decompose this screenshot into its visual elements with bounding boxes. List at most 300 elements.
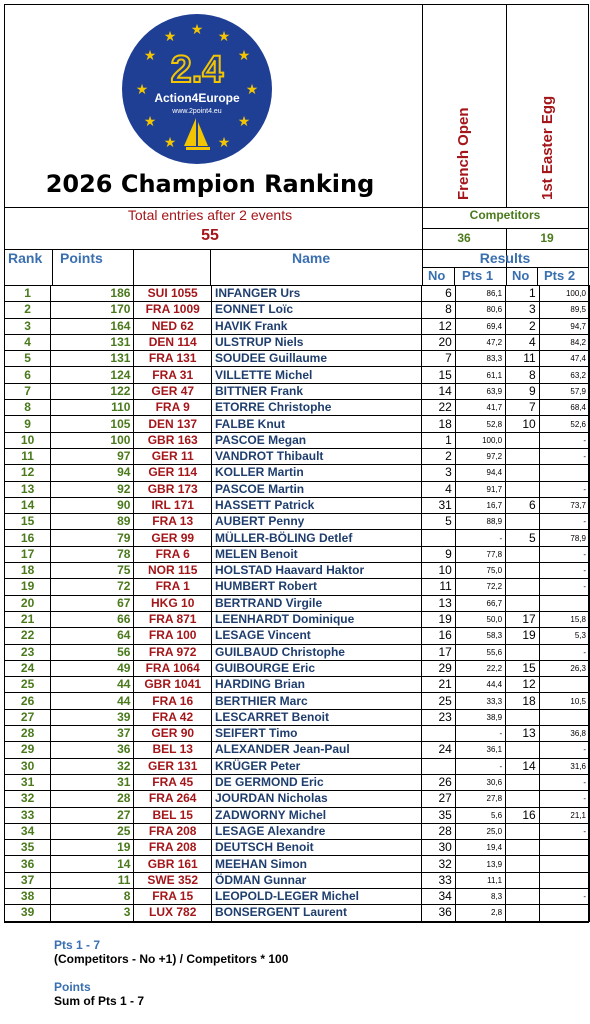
cell-no1: 28 bbox=[422, 823, 456, 839]
cell-sail: HKG 10 bbox=[134, 595, 212, 611]
cell-points: 11 bbox=[51, 872, 134, 888]
cell-rank: 16 bbox=[5, 530, 51, 546]
cell-name: AUBERT Penny bbox=[211, 514, 421, 530]
table-row bbox=[5, 856, 590, 872]
cell-no2: 5 bbox=[506, 530, 540, 546]
cell-name: VANDROT Thibault bbox=[211, 448, 421, 464]
header-results: Results bbox=[479, 250, 531, 266]
cell-no1: 15 bbox=[422, 367, 456, 383]
cell-no1: 34 bbox=[422, 888, 456, 904]
cell-rank: 13 bbox=[5, 481, 51, 497]
cell-pts1: - bbox=[455, 726, 505, 742]
cell-pts2: 5,3 bbox=[539, 628, 589, 644]
cell-name: MELEN Benoit bbox=[211, 546, 421, 562]
header-no-1: No bbox=[428, 268, 446, 283]
cell-no2 bbox=[506, 465, 540, 481]
cell-no2 bbox=[506, 481, 540, 497]
table-row bbox=[5, 448, 590, 464]
cell-rank: 30 bbox=[5, 758, 51, 774]
cell-sail: FRA 131 bbox=[134, 351, 212, 367]
cell-pts2: 68,4 bbox=[539, 400, 589, 416]
cell-points: 44 bbox=[51, 693, 134, 709]
cell-pts1: 52,8 bbox=[455, 416, 505, 432]
cell-pts2: - bbox=[539, 774, 589, 790]
cell-no1: 16 bbox=[422, 628, 456, 644]
cell-sail: FRA 42 bbox=[134, 709, 212, 725]
cell-sail: FRA 1 bbox=[134, 579, 212, 595]
cell-points: 36 bbox=[51, 742, 134, 758]
svg-text:★: ★ bbox=[135, 82, 149, 98]
cell-sail: IRL 171 bbox=[134, 497, 212, 513]
cell-pts2: 15,8 bbox=[539, 611, 589, 627]
table-row bbox=[5, 302, 590, 318]
table-row bbox=[5, 742, 590, 758]
cell-pts2: - bbox=[539, 448, 589, 464]
cell-pts1: 30,6 bbox=[455, 774, 505, 790]
header-name: Name bbox=[292, 250, 331, 266]
cell-no1 bbox=[422, 726, 456, 742]
table-row bbox=[5, 726, 590, 742]
cell-name: BERTHIER Marc bbox=[211, 693, 421, 709]
cell-pts1: 13,9 bbox=[455, 856, 505, 872]
cell-sail: GER 47 bbox=[134, 383, 212, 399]
cell-name: MÜLLER-BÖLING Detlef bbox=[211, 530, 421, 546]
cell-points: 170 bbox=[51, 302, 134, 318]
cell-rank: 3 bbox=[5, 318, 51, 334]
cell-rank: 38 bbox=[5, 888, 51, 904]
cell-points: 28 bbox=[51, 791, 134, 807]
cell-points: 56 bbox=[51, 644, 134, 660]
table-row bbox=[5, 628, 590, 644]
cell-no1: 22 bbox=[422, 400, 456, 416]
cell-pts2: - bbox=[539, 579, 589, 595]
cell-name: ZADWORNY Michel bbox=[211, 807, 421, 823]
cell-pts1: 2,8 bbox=[455, 905, 505, 921]
table-row bbox=[5, 286, 590, 302]
cell-pts1: 86,1 bbox=[455, 286, 505, 302]
cell-no1: 11 bbox=[422, 579, 456, 595]
cell-no2: 3 bbox=[506, 302, 540, 318]
cell-pts1: 38,9 bbox=[455, 709, 505, 725]
cell-pts2: 94,7 bbox=[539, 318, 589, 334]
cell-name: DEUTSCH Benoit bbox=[211, 840, 421, 856]
svg-text:★: ★ bbox=[245, 82, 259, 98]
cell-name: PASCOE Martin bbox=[211, 481, 421, 497]
cell-name: SEIFERT Timo bbox=[211, 726, 421, 742]
cell-no2: 2 bbox=[506, 318, 540, 334]
note-heading-points: Points bbox=[54, 980, 91, 994]
cell-pts2 bbox=[539, 856, 589, 872]
cell-no2 bbox=[506, 856, 540, 872]
header-pts-2: Pts 2 bbox=[544, 268, 576, 283]
cell-no2 bbox=[506, 546, 540, 562]
svg-text:★: ★ bbox=[217, 29, 231, 45]
cell-pts2: - bbox=[539, 888, 589, 904]
cell-name: JOURDAN Nicholas bbox=[211, 791, 421, 807]
cell-sail: FRA 31 bbox=[134, 367, 212, 383]
cell-no2 bbox=[506, 644, 540, 660]
cell-no1: 12 bbox=[422, 318, 456, 334]
cell-rank: 10 bbox=[5, 432, 51, 448]
cell-points: 110 bbox=[51, 400, 134, 416]
cell-no1: 36 bbox=[422, 905, 456, 921]
cell-name: LEOPOLD-LEGER Michel bbox=[211, 888, 421, 904]
cell-sail: SWE 352 bbox=[134, 872, 212, 888]
cell-points: 67 bbox=[51, 595, 134, 611]
cell-pts2: 31,6 bbox=[539, 758, 589, 774]
svg-text:★: ★ bbox=[237, 48, 251, 64]
cell-points: 19 bbox=[51, 840, 134, 856]
cell-points: 8 bbox=[51, 888, 134, 904]
cell-pts2: - bbox=[539, 823, 589, 839]
cell-pts1: 88,9 bbox=[455, 514, 505, 530]
table-row bbox=[5, 905, 590, 921]
action4europe-logo bbox=[122, 14, 272, 164]
cell-sail: FRA 16 bbox=[134, 693, 212, 709]
cell-no1 bbox=[422, 530, 456, 546]
table-row bbox=[5, 432, 590, 448]
cell-pts1: 5,6 bbox=[455, 807, 505, 823]
cell-pts1: 77,8 bbox=[455, 546, 505, 562]
cell-pts2: 78,9 bbox=[539, 530, 589, 546]
cell-pts1: 61,1 bbox=[455, 367, 505, 383]
table-row bbox=[5, 660, 590, 676]
cell-points: 49 bbox=[51, 660, 134, 676]
cell-rank: 8 bbox=[5, 400, 51, 416]
cell-points: 3 bbox=[51, 905, 134, 921]
cell-rank: 9 bbox=[5, 416, 51, 432]
cell-points: 64 bbox=[51, 628, 134, 644]
table-row bbox=[5, 481, 590, 497]
cell-pts2: 84,2 bbox=[539, 334, 589, 350]
cell-name: HOLSTAD Haavard Haktor bbox=[211, 563, 421, 579]
cell-no1 bbox=[422, 758, 456, 774]
cell-rank: 29 bbox=[5, 742, 51, 758]
cell-no2 bbox=[506, 840, 540, 856]
table-row bbox=[5, 840, 590, 856]
cell-rank: 28 bbox=[5, 726, 51, 742]
table-row bbox=[5, 367, 590, 383]
competitor-count-1: 36 bbox=[457, 231, 471, 245]
cell-no2 bbox=[506, 579, 540, 595]
cell-name: ALEXANDER Jean-Paul bbox=[211, 742, 421, 758]
cell-pts1: 80,6 bbox=[455, 302, 505, 318]
cell-pts1: 72,2 bbox=[455, 579, 505, 595]
cell-no1: 26 bbox=[422, 774, 456, 790]
cell-pts1: 27,8 bbox=[455, 791, 505, 807]
table-row bbox=[5, 465, 590, 481]
cell-points: 25 bbox=[51, 823, 134, 839]
entries-subtitle: Total entries after 2 events bbox=[127, 207, 293, 223]
cell-no1: 13 bbox=[422, 595, 456, 611]
cell-name: GUIBOURGE Eric bbox=[211, 660, 421, 676]
cell-pts2 bbox=[539, 872, 589, 888]
cell-pts2: 10,5 bbox=[539, 693, 589, 709]
ranking-table bbox=[4, 285, 590, 922]
cell-name: HARDING Brian bbox=[211, 677, 421, 693]
cell-sail: FRA 13 bbox=[134, 514, 212, 530]
cell-no2: 6 bbox=[506, 497, 540, 513]
cell-points: 94 bbox=[51, 465, 134, 481]
table-row bbox=[5, 677, 590, 693]
cell-pts2 bbox=[539, 595, 589, 611]
cell-no2: 16 bbox=[506, 807, 540, 823]
cell-rank: 17 bbox=[5, 546, 51, 562]
cell-no2 bbox=[506, 823, 540, 839]
table-row bbox=[5, 758, 590, 774]
table-row bbox=[5, 351, 590, 367]
cell-pts1: 11,1 bbox=[455, 872, 505, 888]
table-row bbox=[5, 334, 590, 350]
cell-name: BONSERGENT Laurent bbox=[211, 905, 421, 921]
cell-sail: FRA 15 bbox=[134, 888, 212, 904]
cell-no1: 21 bbox=[422, 677, 456, 693]
cell-sail: GBR 173 bbox=[134, 481, 212, 497]
cell-pts1: 75,0 bbox=[455, 563, 505, 579]
table-row bbox=[5, 318, 590, 334]
cell-points: 164 bbox=[51, 318, 134, 334]
cell-pts1: 19,4 bbox=[455, 840, 505, 856]
cell-no2: 9 bbox=[506, 383, 540, 399]
cell-pts1: 22,2 bbox=[455, 660, 505, 676]
cell-pts2 bbox=[539, 465, 589, 481]
cell-sail: GER 131 bbox=[134, 758, 212, 774]
cell-pts2: - bbox=[539, 546, 589, 562]
cell-no2: 14 bbox=[506, 758, 540, 774]
cell-sail: GBR 161 bbox=[134, 856, 212, 872]
header-no-2: No bbox=[512, 268, 530, 283]
svg-text:★: ★ bbox=[163, 135, 177, 151]
cell-sail: FRA 208 bbox=[134, 840, 212, 856]
cell-no2 bbox=[506, 905, 540, 921]
cell-points: 92 bbox=[51, 481, 134, 497]
svg-text:★: ★ bbox=[237, 114, 251, 130]
cell-rank: 27 bbox=[5, 709, 51, 725]
header-points: Points bbox=[60, 250, 103, 266]
cell-rank: 20 bbox=[5, 595, 51, 611]
cell-no2: 19 bbox=[506, 628, 540, 644]
cell-no2: 11 bbox=[506, 351, 540, 367]
cell-no2: 17 bbox=[506, 611, 540, 627]
cell-pts1: 83,3 bbox=[455, 351, 505, 367]
cell-points: 37 bbox=[51, 726, 134, 742]
cell-sail: FRA 6 bbox=[134, 546, 212, 562]
cell-pts2: - bbox=[539, 432, 589, 448]
cell-no1: 20 bbox=[422, 334, 456, 350]
cell-pts1: 33,3 bbox=[455, 693, 505, 709]
cell-name: ÖDMAN Gunnar bbox=[211, 872, 421, 888]
cell-sail: FRA 208 bbox=[134, 823, 212, 839]
table-row bbox=[5, 497, 590, 513]
cell-pts2: - bbox=[539, 481, 589, 497]
cell-no1: 35 bbox=[422, 807, 456, 823]
table-row bbox=[5, 416, 590, 432]
cell-name: MEEHAN Simon bbox=[211, 856, 421, 872]
svg-text:★: ★ bbox=[163, 29, 177, 45]
cell-rank: 19 bbox=[5, 579, 51, 595]
cell-rank: 1 bbox=[5, 286, 51, 302]
cell-no2: 15 bbox=[506, 660, 540, 676]
cell-sail: FRA 871 bbox=[134, 611, 212, 627]
cell-pts2: - bbox=[539, 563, 589, 579]
competitors-label: Competitors bbox=[469, 208, 541, 222]
table-row bbox=[5, 530, 590, 546]
cell-name: LESAGE Alexandre bbox=[211, 823, 421, 839]
cell-name: FALBE Knut bbox=[211, 416, 421, 432]
cell-name: LESCARRET Benoit bbox=[211, 709, 421, 725]
cell-pts2 bbox=[539, 905, 589, 921]
cell-rank: 35 bbox=[5, 840, 51, 856]
cell-sail: NED 62 bbox=[134, 318, 212, 334]
cell-pts1: 100,0 bbox=[455, 432, 505, 448]
cell-no1: 1 bbox=[422, 432, 456, 448]
cell-points: 44 bbox=[51, 677, 134, 693]
cell-no2 bbox=[506, 514, 540, 530]
cell-no1: 7 bbox=[422, 351, 456, 367]
cell-rank: 26 bbox=[5, 693, 51, 709]
cell-sail: BEL 15 bbox=[134, 807, 212, 823]
cell-pts1: 91,7 bbox=[455, 481, 505, 497]
cell-sail: FRA 45 bbox=[134, 774, 212, 790]
cell-name: LESAGE Vincent bbox=[211, 628, 421, 644]
cell-pts1: 47,2 bbox=[455, 334, 505, 350]
cell-name: HAVIK Frank bbox=[211, 318, 421, 334]
cell-no2 bbox=[506, 563, 540, 579]
cell-pts1: 25,0 bbox=[455, 823, 505, 839]
cell-points: 105 bbox=[51, 416, 134, 432]
cell-no1: 10 bbox=[422, 563, 456, 579]
table-row bbox=[5, 514, 590, 530]
cell-pts1: 66,7 bbox=[455, 595, 505, 611]
cell-no2 bbox=[506, 872, 540, 888]
cell-no1: 29 bbox=[422, 660, 456, 676]
cell-name: VILLETTE Michel bbox=[211, 367, 421, 383]
cell-rank: 14 bbox=[5, 497, 51, 513]
cell-name: INFANGER Urs bbox=[211, 286, 421, 302]
cell-sail: FRA 1009 bbox=[134, 302, 212, 318]
cell-no1: 33 bbox=[422, 872, 456, 888]
cell-pts1: 8,3 bbox=[455, 888, 505, 904]
table-row bbox=[5, 888, 590, 904]
table-row bbox=[5, 872, 590, 888]
cell-no2 bbox=[506, 448, 540, 464]
cell-name: HASSETT Patrick bbox=[211, 497, 421, 513]
cell-points: 90 bbox=[51, 497, 134, 513]
table-row bbox=[5, 693, 590, 709]
cell-name: ULSTRUP Niels bbox=[211, 334, 421, 350]
cell-points: 66 bbox=[51, 611, 134, 627]
table-row bbox=[5, 611, 590, 627]
header-rank: Rank bbox=[8, 250, 43, 266]
cell-no1: 2 bbox=[422, 448, 456, 464]
cell-name: LEENHARDT Dominique bbox=[211, 611, 421, 627]
cell-pts2: - bbox=[539, 791, 589, 807]
cell-pts1: 55,6 bbox=[455, 644, 505, 660]
cell-pts2: - bbox=[539, 644, 589, 660]
cell-no1: 25 bbox=[422, 693, 456, 709]
svg-text:www.2point4.eu: www.2point4.eu bbox=[172, 108, 222, 115]
cell-no2: 13 bbox=[506, 726, 540, 742]
cell-pts1: 58,3 bbox=[455, 628, 505, 644]
cell-no1: 30 bbox=[422, 840, 456, 856]
svg-text:★: ★ bbox=[190, 22, 204, 38]
event-french-open: French Open bbox=[455, 107, 472, 200]
cell-rank: 22 bbox=[5, 628, 51, 644]
cell-points: 72 bbox=[51, 579, 134, 595]
cell-rank: 39 bbox=[5, 905, 51, 921]
svg-text:★: ★ bbox=[143, 114, 157, 130]
cell-rank: 11 bbox=[5, 448, 51, 464]
cell-name: SOUDEE Guillaume bbox=[211, 351, 421, 367]
cell-rank: 4 bbox=[5, 334, 51, 350]
cell-sail: GER 114 bbox=[134, 465, 212, 481]
cell-sail: LUX 782 bbox=[134, 905, 212, 921]
note-heading-pts: Pts 1 - 7 bbox=[54, 938, 101, 952]
cell-points: 32 bbox=[51, 758, 134, 774]
notes bbox=[54, 938, 288, 1022]
cell-sail: GBR 1041 bbox=[134, 677, 212, 693]
cell-points: 97 bbox=[51, 448, 134, 464]
cell-rank: 33 bbox=[5, 807, 51, 823]
table-row bbox=[5, 400, 590, 416]
cell-pts2: 89,5 bbox=[539, 302, 589, 318]
cell-pts1: - bbox=[455, 758, 505, 774]
table-row bbox=[5, 563, 590, 579]
table-row bbox=[5, 791, 590, 807]
cell-name: ETORRE Christophe bbox=[211, 400, 421, 416]
cell-rank: 7 bbox=[5, 383, 51, 399]
cell-name: DE GERMOND Eric bbox=[211, 774, 421, 790]
cell-pts2: 63,2 bbox=[539, 367, 589, 383]
table-row bbox=[5, 546, 590, 562]
table-row bbox=[5, 807, 590, 823]
cell-rank: 21 bbox=[5, 611, 51, 627]
cell-pts1: - bbox=[455, 530, 505, 546]
total-entries: 55 bbox=[201, 227, 219, 244]
cell-no2: 10 bbox=[506, 416, 540, 432]
cell-pts2 bbox=[539, 709, 589, 725]
cell-no1: 5 bbox=[422, 514, 456, 530]
cell-no2 bbox=[506, 432, 540, 448]
cell-points: 14 bbox=[51, 856, 134, 872]
cell-points: 124 bbox=[51, 367, 134, 383]
cell-rank: 5 bbox=[5, 351, 51, 367]
cell-no2 bbox=[506, 709, 540, 725]
cell-no2 bbox=[506, 888, 540, 904]
cell-points: 100 bbox=[51, 432, 134, 448]
cell-no1: 14 bbox=[422, 383, 456, 399]
cell-no2 bbox=[506, 742, 540, 758]
cell-rank: 34 bbox=[5, 823, 51, 839]
cell-rank: 25 bbox=[5, 677, 51, 693]
svg-text:★: ★ bbox=[217, 135, 231, 151]
cell-pts1: 36,1 bbox=[455, 742, 505, 758]
cell-pts2: - bbox=[539, 742, 589, 758]
svg-text:★: ★ bbox=[143, 48, 157, 64]
cell-pts1: 41,7 bbox=[455, 400, 505, 416]
table-row bbox=[5, 644, 590, 660]
cell-pts1: 16,7 bbox=[455, 497, 505, 513]
cell-no2: 1 bbox=[506, 286, 540, 302]
cell-points: 186 bbox=[51, 286, 134, 302]
cell-rank: 23 bbox=[5, 644, 51, 660]
cell-points: 89 bbox=[51, 514, 134, 530]
cell-no2 bbox=[506, 595, 540, 611]
table-row bbox=[5, 579, 590, 595]
cell-pts1: 94,4 bbox=[455, 465, 505, 481]
cell-name: KRÜGER Peter bbox=[211, 758, 421, 774]
cell-no1: 18 bbox=[422, 416, 456, 432]
